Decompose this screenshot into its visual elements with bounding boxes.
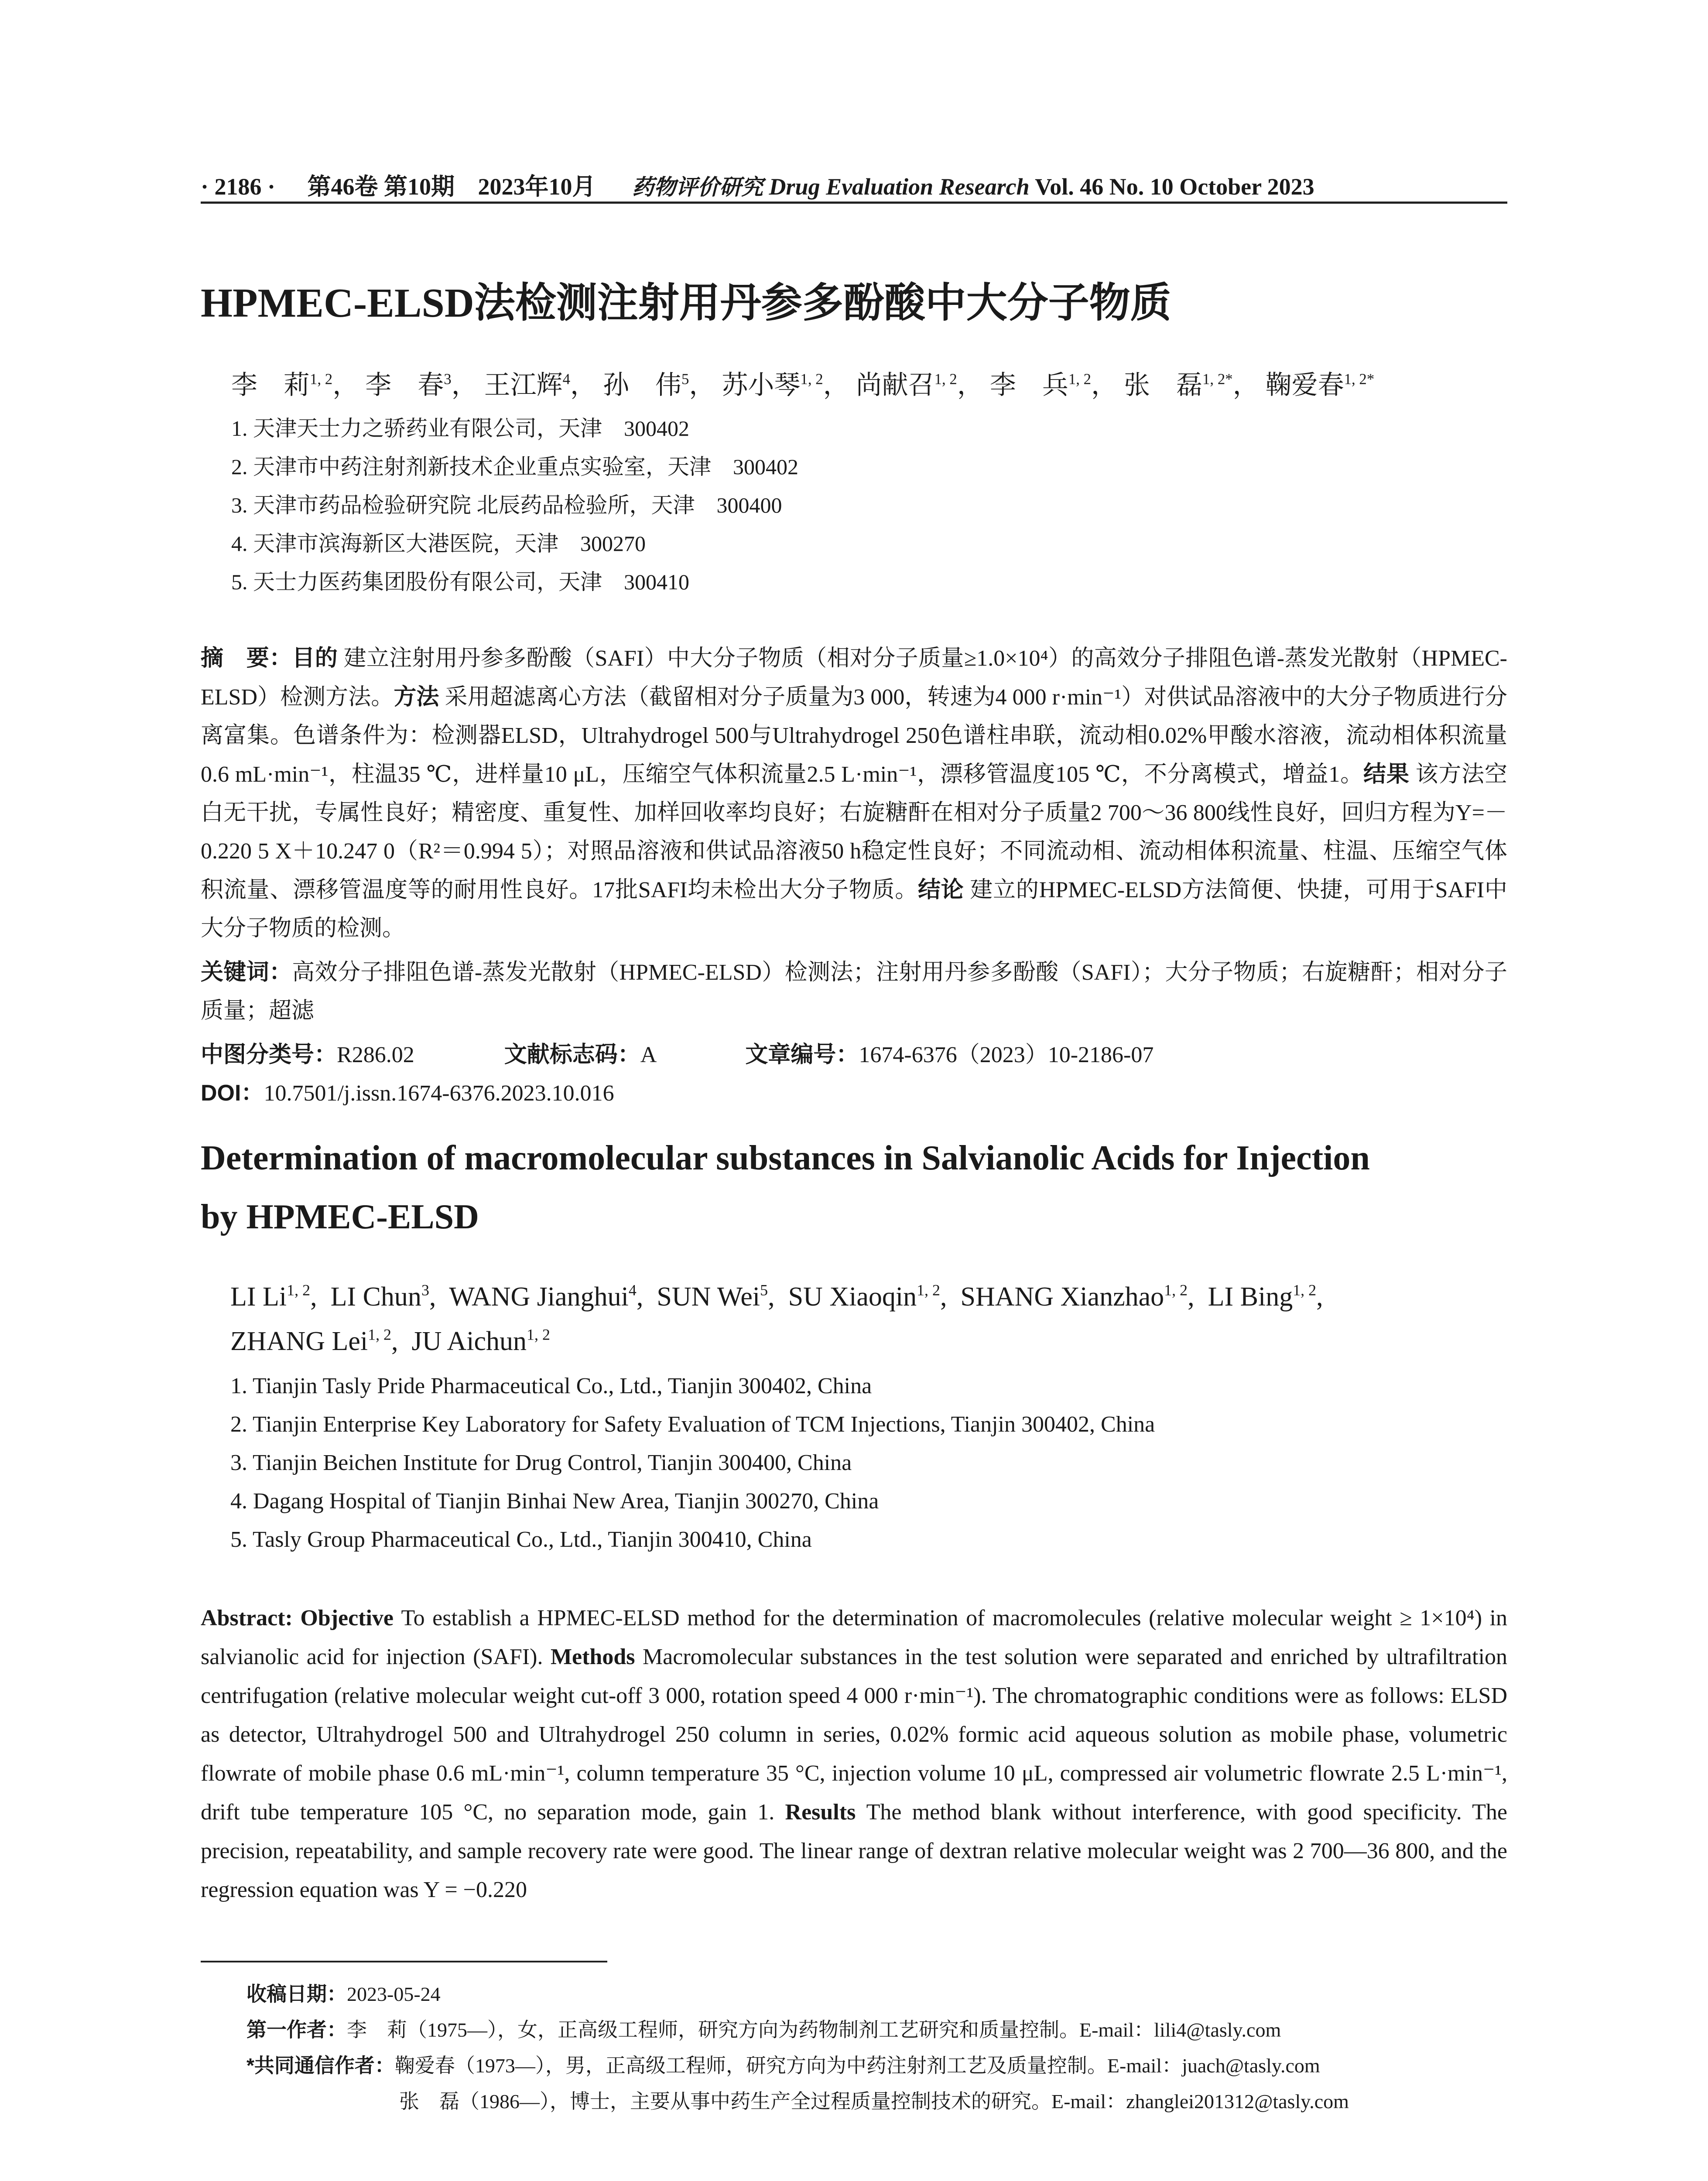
footnote-first-author [246, 2014, 1281, 2043]
volume-en: Vol. 46 No. 10 October 2023 [1035, 174, 1314, 200]
doi-value: 10.7501/j.issn.1674-6376.2023.10.016 [264, 1081, 614, 1106]
results-en-label: Results [785, 1800, 856, 1825]
title-en-line-2: by HPMEC-ELSD [201, 1198, 479, 1236]
keywords-cn [201, 953, 1507, 1032]
author-en-sup: 1, 2 [1293, 1281, 1317, 1299]
affiliation-en-1: 1. Tianjin Tasly Pride Pharmaceutical Co., Ltd., Tianjin 300402, China [230, 1374, 872, 1398]
author-en: ZHANG Lei [230, 1326, 368, 1356]
author-en: SHANG Xianzhao [960, 1282, 1164, 1312]
author-cn: 李 兵 [989, 371, 1068, 400]
author-en: LI Bing [1208, 1282, 1293, 1312]
corresponding-text-1: 鞠爱春（1973—），男，正高级工程师，研究方向为中药注射剂工艺及质量控制。E-mail：juach@tasly.com [394, 2055, 1320, 2077]
objective-cn-label: 目的 [292, 646, 338, 671]
author-en: SU Xiaoqin [788, 1282, 917, 1312]
author-cn: 李 莉 [231, 371, 310, 400]
volume-cn: 第46卷 第10期 [307, 174, 455, 200]
author-cn-sup: 1, 2* [1344, 370, 1375, 388]
author-cn: 鞠爱春 [1265, 371, 1344, 400]
footnote-corresponding-1 [246, 2050, 1320, 2078]
methods-en-text: Macromolecular substances in the test solution were separated and enriched by ultrafiltration centrifugation (relative molecular weight cut-off 3 000, rotation speed 4 000 r·min⁻¹). The chromatographic conditions were as follows: ELSD as detector, Ultrahydrogel 500 and Ultrahydrogel 250 column in series, 0.02% formic acid aqueous solution as mobile phase, volumetric flowrate of mobile phase 0.6 mL·min⁻¹, column temperature 35 °C, injection volume 10 μL, compressed air volumetric flowrate 2.5 L·min⁻¹, drift tube temperature 105 °C, no separation mode, gain 1. [201, 1644, 1507, 1825]
author-cn-sup: 3 [444, 370, 452, 388]
doc-code-value: A [640, 1043, 656, 1067]
doc-code-label: 文献标志码： [504, 1042, 640, 1067]
journal-cn-logo: 药物评价研究 [632, 174, 763, 200]
affiliation-en-4: 4. Dagang Hospital of Tianjin Binhai New Area, Tianjin 300270, China [230, 1489, 879, 1514]
affiliation-en-3: 3. Tianjin Beichen Institute for Drug Control, Tianjin 300400, China [230, 1450, 852, 1475]
results-cn-label: 结果 [1363, 762, 1410, 787]
author-cn: 李 春 [365, 371, 444, 400]
abstract-en [201, 1599, 1507, 1913]
title-cn: HPMEC-ELSD法检测注射用丹参多酚酸中大分子物质 [201, 280, 1171, 326]
objective-en-label: Objective [300, 1606, 394, 1631]
clc-value: R286.02 [337, 1043, 414, 1067]
author-en-sup: 4 [628, 1281, 637, 1299]
affiliation-cn-5: 5. 天士力医药集团股份有限公司，天津 300410 [231, 570, 689, 594]
affiliation-cn-2: 2. 天津市中药注射剂新技术企业重点实验室，天津 300402 [231, 455, 798, 479]
author-en: WANG Jianghui [449, 1282, 629, 1312]
authors-en-line-1: LI Li$^{1, 2}$, LI Chun$^3$, WANG Jianghui$^4$, SUN Wei$^5$, SU Xiaoqin$^{1, 2}$, SHANG Xianzhao$^{1, 2}$, LI Bing$^{1, 2}$, [230, 1281, 1323, 1312]
author-cn-sup: 5 [681, 370, 689, 388]
title-en-line-1: Determination of macromolecular substances in Salvianolic Acids for Injection [201, 1139, 1370, 1177]
author-en-sup: 1, 2 [368, 1326, 392, 1343]
methods-cn-label: 方法 [394, 684, 439, 710]
author-en: JU Aichun [411, 1326, 527, 1356]
author-cn: 尚献召 [856, 371, 934, 400]
author-en: LI Chun [330, 1282, 421, 1312]
objective-en-text: To establish a HPMEC-ELSD method for the determination of macromolecules (relative molecular weight ≥ 1×10⁴) in salvianolic acid for injection (SAFI). [201, 1606, 1507, 1669]
author-cn: 孙 伟 [603, 371, 682, 400]
running-header [201, 168, 1507, 202]
article-no-label: 文章编号： [745, 1042, 859, 1067]
author-en: LI Li [230, 1282, 287, 1312]
clc-label: 中图分类号： [201, 1042, 337, 1067]
authors-en-line-2: ZHANG Lei$^{1, 2}$, JU Aichun$^{1, 2}$ [230, 1326, 550, 1356]
keywords-cn-text: 高效分子排阻色谱-蒸发光散射（HPMEC-ELSD）检测法；注射用丹参多酚酸（SAFI）；大分子物质；右旋糖酐；相对分子质量；超滤 [201, 960, 1507, 1023]
author-en-sup: 1, 2 [527, 1326, 550, 1343]
affiliation-cn-4: 4. 天津市滨海新区大港医院，天津 300270 [231, 531, 646, 556]
results-en-text: The method blank without interference, with good specificity. The precision, repeatability, and sample recovery rate were good. The linear range of dextran relative molecular weight was 2 700—36 800, and the regression equation was Y = −0.220 [201, 1800, 1507, 1902]
doi-line [201, 1074, 614, 1107]
corresponding-label: *共同通信作者： [246, 2054, 395, 2077]
affiliation-cn-3: 3. 天津市药品检验研究院 北辰药品检验所，天津 300400 [231, 493, 782, 517]
date-cn: 2023年10月 [478, 174, 596, 200]
abstract-cn [201, 639, 1507, 953]
author-en-sup: 1, 2 [287, 1281, 311, 1299]
author-cn-sup: 4 [562, 370, 571, 388]
affiliation-cn-1: 1. 天津天士力之骄药业有限公司，天津 300402 [231, 416, 689, 441]
results-cn-text: 该方法空白无干扰，专属性良好；精密度、重复性、加样回收率均良好；右旋糖酐在相对分子质量2 700～36 800线性良好，回归方程为Y=－0.220 5 X＋10.247 0（R²＝0.994 5）；对照品溶液和供试品溶液50 h稳定性良好；不同流动相、流动相体积流量、柱温、压缩空气体积流量、漂移管温度等的耐用性良好。17批SAFI均未检出大分子物质。 [201, 762, 1507, 902]
author-cn: 苏小琴 [722, 371, 801, 400]
first-author-text: 李 莉（1975—），女，正高级工程师，研究方向为药物制剂工艺研究和质量控制。E-mail：lili4@tasly.com [347, 2019, 1281, 2041]
first-author-label: 第一作者： [246, 2018, 347, 2041]
header-rule [201, 202, 1507, 204]
affiliation-en-2: 2. Tianjin Enterprise Key Laboratory for Safety Evaluation of TCM Injections, Tianjin 300402, China [230, 1412, 1155, 1437]
abstract-cn-label: 摘 要： [201, 646, 292, 671]
abstract-en-label: Abstract: [201, 1606, 293, 1631]
authors-cn: 李 莉$^{1, 2}$， 李 春$^3$， 王江辉$^4$， 孙 伟$^5$， 苏小琴$^{1, 2}$， 尚献召$^{1, 2}$， 李 兵$^{1, 2}$， 张 磊$^{1, 2*}$， 鞠爱春$^{1, 2*}$ [231, 370, 1375, 400]
author-cn-sup: 1, 2 [934, 370, 957, 388]
footnote-corresponding-2: 张 磊（1986—），博士，主要从事中药生产全过程质量控制技术的研究。E-mail：zhanglei201312@tasly.com [399, 2090, 1349, 2113]
page-number: · 2186 · [201, 174, 276, 200]
methods-cn-text: 采用超滤离心方法（截留相对分子质量为3 000，转速为4 000 r·min⁻¹）对供试品溶液中的大分子物质进行分离富集。色谱条件为：检测器ELSD，Ultrahydrogel 500与Ultrahydrogel 250色谱柱串联，流动相0.02%甲酸水溶液，流动相体积流量0.6 mL·min⁻¹，柱温35 ℃，进样量10 μL，压缩空气体积流量2.5 L·min⁻¹，漂移管温度105 ℃，不分离模式，增益1。 [201, 685, 1507, 787]
author-en-sup: 5 [760, 1281, 768, 1299]
conclusion-cn-label: 结论 [918, 877, 964, 902]
journal-en: Drug Evaluation Research [769, 174, 1030, 200]
methods-en-label: Methods [550, 1644, 635, 1669]
classification-line [201, 1036, 1153, 1069]
keywords-cn-label: 关键词： [201, 960, 292, 985]
author-cn-sup: 1, 2 [310, 370, 333, 388]
author-en: SUN Wei [657, 1282, 760, 1312]
author-en-sup: 1, 2 [1164, 1281, 1188, 1299]
author-cn-sup: 1, 2 [1068, 370, 1092, 388]
author-cn-sup: 1, 2* [1202, 370, 1233, 388]
article-no-value: 1674-6376（2023）10-2186-07 [859, 1043, 1154, 1067]
footnote-received [246, 1978, 441, 2007]
author-en-sup: 3 [421, 1281, 429, 1299]
affiliation-en-5: 5. Tasly Group Pharmaceutical Co., Ltd., Tianjin 300410, China [230, 1527, 812, 1552]
author-cn: 张 磊 [1124, 371, 1203, 400]
conclusion-cn-text: 建立的HPMEC-ELSD方法简便、快捷，可用于SAFI中大分子物质的检测。 [201, 878, 1507, 941]
doi-label: DOI： [201, 1080, 264, 1106]
received-label: 收稿日期： [246, 1983, 347, 2005]
author-cn-sup: 1, 2 [800, 370, 823, 388]
author-en-sup: 1, 2 [917, 1281, 941, 1299]
objective-cn-text: 建立注射用丹参多酚酸（SAFI）中大分子物质（相对分子质量≥1.0×10⁴）的高效分子排阻色谱-蒸发光散射（HPMEC-ELSD）检测方法。 [201, 646, 1507, 710]
received-date: 2023-05-24 [347, 1983, 441, 2005]
author-cn: 王江辉 [484, 371, 563, 400]
footnote-rule [201, 1961, 607, 1962]
